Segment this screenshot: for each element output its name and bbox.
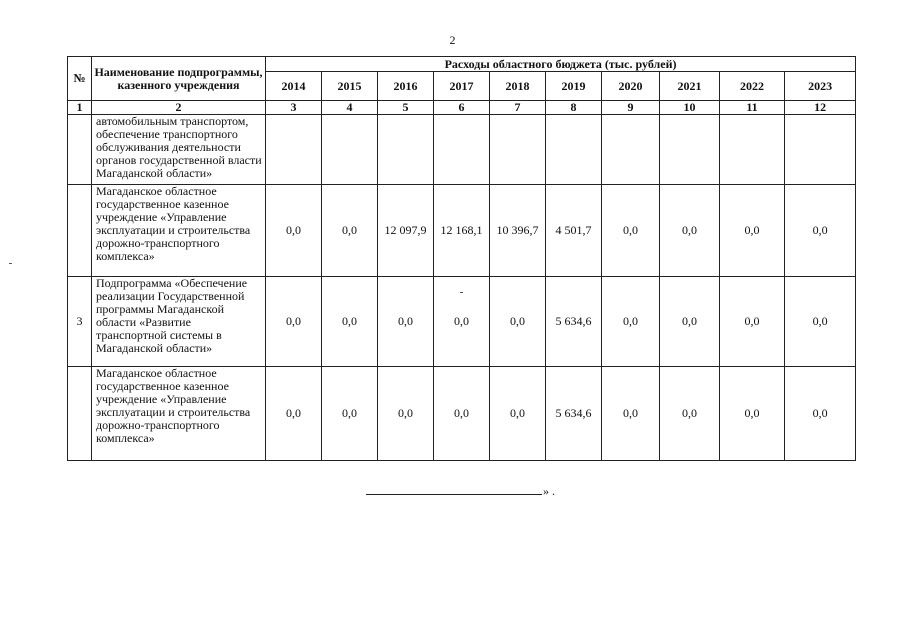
- header-row-top: [68, 57, 856, 72]
- value-cell: 0,0: [660, 185, 720, 277]
- budget-table: [67, 56, 856, 461]
- value-cell: 0,0: [490, 277, 546, 367]
- year-header: 2022: [720, 72, 785, 101]
- value-cell: 0,0: [660, 367, 720, 461]
- value-cell: [322, 115, 378, 185]
- row-number: [68, 185, 92, 277]
- value-cell: [490, 115, 546, 185]
- row-name: Магаданское областное государственное казенное учреждение «Управление эксплуатации и строительства дорожно-транспортного комплекса»: [92, 367, 266, 461]
- year-header: 2021: [660, 72, 720, 101]
- year-header: 2019: [546, 72, 602, 101]
- value-cell: 0,0: [322, 277, 378, 367]
- year-header: 2015: [322, 72, 378, 101]
- header-expenses: Расходы областного бюджета (тыс. рублей): [266, 57, 856, 72]
- table-row: [68, 277, 856, 367]
- value-cell: [266, 115, 322, 185]
- value-cell: 0,0: [266, 367, 322, 461]
- value-cell: 5 634,6: [546, 367, 602, 461]
- value-cell: 0,0: [785, 277, 856, 367]
- column-number: 9: [602, 101, 660, 115]
- value-cell: 12 168,1: [434, 185, 490, 277]
- value-cell: 0,0: [266, 185, 322, 277]
- value-cell: 0,0: [322, 367, 378, 461]
- value-cell: 0,0: [660, 277, 720, 367]
- row-name: автомобильным транспортом, обеспечение транспортного обслуживания деятельности органов государственной власти Магаданской области»: [92, 115, 266, 185]
- column-number: 3: [266, 101, 322, 115]
- scan-speck: [9, 263, 12, 264]
- page-number: 2: [449, 33, 456, 47]
- scan-speck: [460, 292, 463, 293]
- column-number: 6: [434, 101, 490, 115]
- table-row: [68, 367, 856, 461]
- value-cell: 0,0: [266, 277, 322, 367]
- header-num: №: [68, 57, 92, 101]
- value-cell: [546, 115, 602, 185]
- value-cell: 5 634,6: [546, 277, 602, 367]
- year-header: 2020: [602, 72, 660, 101]
- column-number: 7: [490, 101, 546, 115]
- value-cell: 4 501,7: [546, 185, 602, 277]
- value-cell: 0,0: [602, 367, 660, 461]
- table-row: [68, 185, 856, 277]
- value-cell: [602, 115, 660, 185]
- row-number: [68, 367, 92, 461]
- column-number: 2: [92, 101, 266, 115]
- value-cell: 0,0: [602, 185, 660, 277]
- year-header: 2016: [378, 72, 434, 101]
- row-number: [68, 115, 92, 185]
- footer-underline: [366, 494, 542, 495]
- value-cell: 0,0: [720, 277, 785, 367]
- column-number: 4: [322, 101, 378, 115]
- year-header: 2018: [490, 72, 546, 101]
- value-cell: 0,0: [490, 367, 546, 461]
- value-cell: 0,0: [720, 185, 785, 277]
- year-header: 2014: [266, 72, 322, 101]
- value-cell: [378, 115, 434, 185]
- row-name: Подпрограмма «Обеспечение реализации Государственной программы Магаданской области «Развитие транспортной системы в Магаданской области»: [92, 277, 266, 367]
- value-cell: [785, 115, 856, 185]
- table-row: [68, 115, 856, 185]
- value-cell: 0,0: [322, 185, 378, 277]
- column-number: 12: [785, 101, 856, 115]
- value-cell: 0,0: [785, 185, 856, 277]
- value-cell: 0,0: [602, 277, 660, 367]
- value-cell: 0,0: [378, 367, 434, 461]
- value-cell: [434, 115, 490, 185]
- row-name: Магаданское областное государственное казенное учреждение «Управление эксплуатации и строительства дорожно-транспортного комплекса»: [92, 185, 266, 277]
- column-number-row: [68, 101, 856, 115]
- column-number: 1: [68, 101, 92, 115]
- value-cell: 0,0: [378, 277, 434, 367]
- year-header: 2023: [785, 72, 856, 101]
- footer-closing-mark: » .: [543, 484, 555, 498]
- row-number: 3: [68, 277, 92, 367]
- value-cell: 0,0: [785, 367, 856, 461]
- value-cell: 0,0: [720, 367, 785, 461]
- column-number: 10: [660, 101, 720, 115]
- value-cell: [660, 115, 720, 185]
- value-cell: [720, 115, 785, 185]
- year-header: 2017: [434, 72, 490, 101]
- header-name: Наименование подпрограммы, казенного учреждения: [92, 57, 266, 101]
- value-cell: 12 097,9: [378, 185, 434, 277]
- column-number: 8: [546, 101, 602, 115]
- value-cell: 10 396,7: [490, 185, 546, 277]
- column-number: 11: [720, 101, 785, 115]
- value-cell: 0,0: [434, 277, 490, 367]
- column-number: 5: [378, 101, 434, 115]
- value-cell: 0,0: [434, 367, 490, 461]
